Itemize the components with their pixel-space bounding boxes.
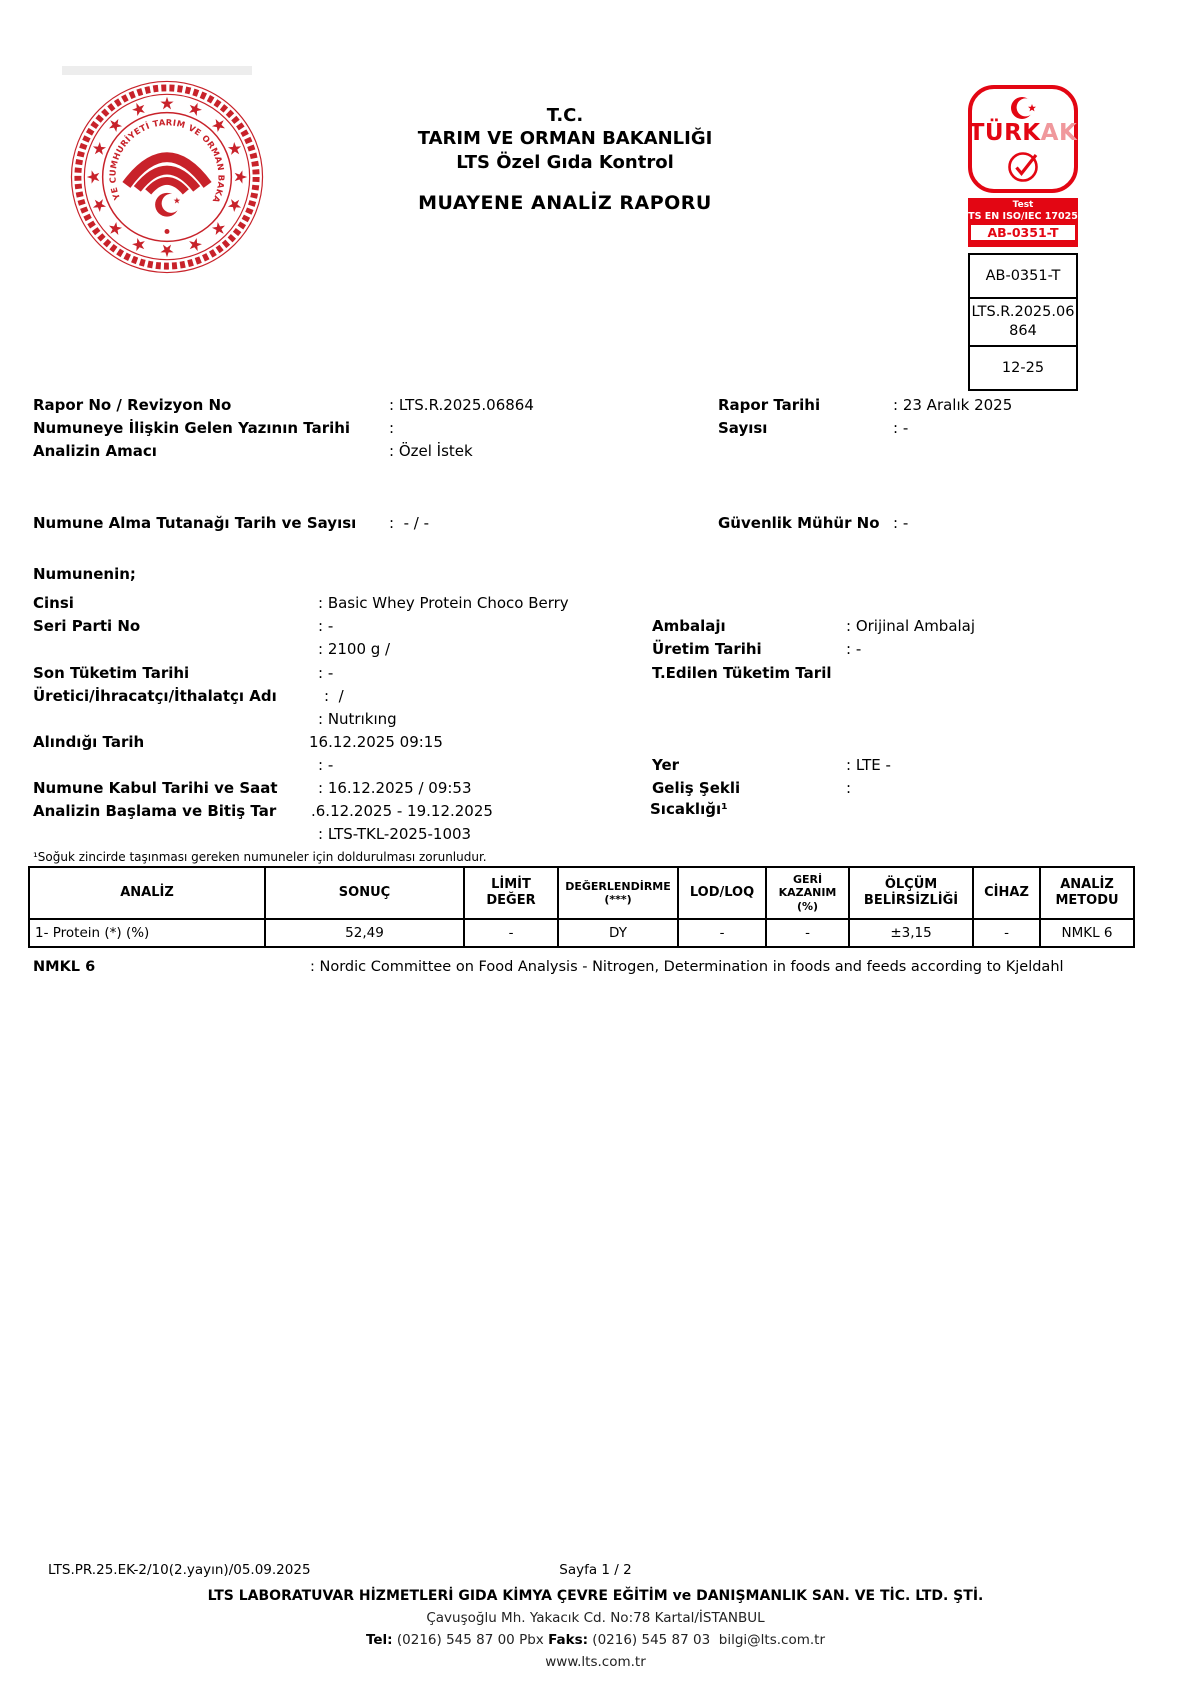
field-alindigi-label: Alındığı Tarih: [33, 733, 145, 751]
cell-analiz: 1- Protein (*) (%): [29, 919, 265, 947]
refbox-accreditation: AB-0351-T: [970, 255, 1076, 299]
field-bos-value: : -: [318, 756, 334, 774]
analysis-results-table: [28, 866, 1135, 948]
col-limit-deger: LİMİT DEĞER: [464, 867, 558, 919]
table-row: [29, 919, 1134, 947]
field-gelen-yazi-label: Numuneye İlişkin Gelen Yazının Tarihi: [33, 419, 351, 437]
field-ambalaj-label: Ambalajı: [652, 617, 726, 635]
col-degerlendirme: DEĞERLENDİRME (***): [558, 867, 678, 919]
col-lod-loq: LOD/LOQ: [678, 867, 766, 919]
cell-degerlendirme: DY: [558, 919, 678, 947]
report-title: MUAYENE ANALİZ RAPORU: [418, 192, 712, 215]
col-cihaz: CİHAZ: [973, 867, 1040, 919]
field-yer-label: Yer: [652, 756, 680, 774]
field-tedilen-label: T.Edilen Tüketim Taril: [652, 664, 832, 682]
field-son-tuketim-value: : -: [318, 664, 334, 682]
refbox-report-no: LTS.R.2025.06864: [970, 299, 1076, 347]
col-olcum-belirsizligi: ÖLÇÜM BELİRSİZLİĞİ: [849, 867, 973, 919]
header-tc: T.C.: [546, 105, 584, 126]
cell-sonuc: 52,49: [265, 919, 464, 947]
cell-limit: -: [464, 919, 558, 947]
col-analiz: ANALİZ: [29, 867, 265, 919]
field-kabul-value: : 16.12.2025 / 09:53: [318, 779, 472, 797]
footer-faks-value: (0216) 545 87 03 bilgi@lts.com.tr: [588, 1632, 826, 1648]
cell-cihaz: -: [973, 919, 1040, 947]
field-rapor-tarihi-value: : 23 Aralık 2025: [893, 396, 1013, 414]
field-tutanak-value: : - / -: [389, 514, 430, 532]
field-baslama-bitis-value: .6.12.2025 - 19.12.2025: [311, 802, 493, 820]
cell-belirsizlik: ±3,15: [849, 919, 973, 947]
field-tutanak-label: Numune Alma Tutanağı Tarih ve Sayısı: [33, 514, 357, 532]
field-sicaklik-label: Sıcaklığı¹: [650, 800, 728, 818]
field-miktar-value: : 2100 g /: [318, 640, 391, 658]
footer-company-name: LTS LABORATUVAR HİZMETLERİ GIDA KİMYA ÇEVRE EĞİTİM ve DANIŞMANLIK SAN. VE TİC. LTD. ŞTİ.: [207, 1588, 984, 1604]
turkak-logo: [968, 85, 1078, 193]
footer-doc-code: LTS.PR.25.EK-2/10(2.yayın)/05.09.2025: [48, 1562, 311, 1578]
cell-metot: NMKL 6: [1040, 919, 1134, 947]
field-yer-value: : LTE -: [846, 756, 891, 774]
field-muhur-label: Güvenlik Mühür No: [718, 514, 880, 532]
turkak-wordmark: [969, 122, 1078, 145]
accreditation-test-label: Test: [1012, 200, 1034, 210]
method-note-label: NMKL 6: [33, 959, 96, 975]
field-amac-label: Analizin Amacı: [33, 442, 157, 460]
footer-page-number: Sayfa 1 / 2: [559, 1562, 632, 1578]
field-son-tuketim-label: Son Tüketim Tarihi: [33, 664, 190, 682]
field-seri-parti-label: Seri Parti No: [33, 617, 141, 635]
turkak-check-icon: [1003, 147, 1043, 183]
field-gelis-sekli-label: Geliş Şekli: [652, 779, 741, 797]
cold-chain-footnote: ¹Soğuk zincirde taşınması gereken numuneler için doldurulması zorunludur.: [33, 850, 487, 864]
header-ministry: TARIM VE ORMAN BAKANLIĞI: [417, 128, 713, 150]
footer-tel-value: (0216) 545 87 00 Pbx: [392, 1632, 549, 1648]
cell-geri-kazanim: -: [766, 919, 849, 947]
footer-tel-label: Tel:: [365, 1632, 393, 1648]
footer-website: www.lts.com.tr: [545, 1654, 646, 1670]
field-tkl-value: : LTS-TKL-2025-1003: [318, 825, 472, 843]
field-uretici-label: Üretici/İhracatçı/İthalatçı Adı: [33, 687, 277, 705]
field-marka-value: : Nutrıkıng: [318, 710, 397, 728]
field-uretici-value: : /: [324, 687, 344, 705]
footer-contact-line: [0, 1632, 1191, 1649]
ministry-emblem: [68, 78, 266, 276]
footer-faks-label: Faks:: [548, 1632, 589, 1648]
reference-box: [968, 253, 1078, 391]
header-department: LTS Özel Gıda Kontrol: [456, 151, 674, 173]
turkak-word-ak: AK: [1040, 120, 1078, 146]
table-header-row: [29, 867, 1134, 919]
field-alindigi-value: 16.12.2025 09:15: [309, 733, 443, 751]
turkak-word-turk: TÜRK: [968, 120, 1041, 146]
field-rapor-tarihi-label: Rapor Tarihi: [718, 396, 821, 414]
col-geri-kazanim: GERİ KAZANIM (%): [766, 867, 849, 919]
field-baslama-bitis-label: Analizin Başlama ve Bitiş Tar: [33, 802, 277, 820]
sample-section-title: Numunenin;: [33, 565, 136, 583]
field-muhur-value: : -: [893, 514, 909, 532]
accreditation-strip: [968, 198, 1078, 247]
field-amac-value: : Özel İstek: [389, 442, 473, 460]
col-sonuc: SONUÇ: [265, 867, 464, 919]
document-header: [300, 104, 830, 216]
field-uretim-tarihi-label: Üretim Tarihi: [652, 640, 762, 658]
turkak-crescent-star-icon: [1008, 95, 1038, 121]
field-uretim-tarihi-value: : -: [846, 640, 862, 658]
col-analiz-metodu: ANALİZ METODU: [1040, 867, 1134, 919]
image-placeholder-bar: [62, 66, 252, 75]
method-note-value: : Nordic Committee on Food Analysis - Nitrogen, Determination in foods and feeds according to Kjeldahl: [310, 959, 1064, 975]
refbox-date-code: 12-25: [1001, 359, 1045, 376]
field-gelis-sekli-value: :: [846, 779, 852, 797]
accreditation-number: AB-0351-T: [971, 225, 1075, 240]
field-kabul-label: Numune Kabul Tarihi ve Saat: [33, 779, 278, 797]
emblem-center-motif: [126, 157, 207, 216]
accreditation-standard: TS EN ISO/IEC 17025: [968, 211, 1078, 222]
field-rapor-no-value: : LTS.R.2025.06864: [389, 396, 534, 414]
footer-address: Çavuşoğlu Mh. Yakacık Cd. No:78 Kartal/İSTANBUL: [426, 1610, 765, 1626]
field-sayisi-label: Sayısı: [718, 419, 768, 437]
field-cinsi-value: : Basic Whey Protein Choco Berry: [318, 594, 569, 612]
field-ambalaj-value: : Orijinal Ambalaj: [846, 617, 976, 635]
emblem-circular-text: TÜRKİYE CUMHURİYETİ TARIM VE ORMAN BAKANLIĞI: [107, 117, 227, 205]
field-seri-parti-value: : -: [318, 617, 334, 635]
field-gelen-yazi-value: :: [389, 419, 395, 437]
field-cinsi-label: Cinsi: [33, 594, 74, 612]
field-sayisi-value: : -: [893, 419, 909, 437]
cell-lod-loq: -: [678, 919, 766, 947]
field-rapor-no-label: Rapor No / Revizyon No: [33, 396, 232, 414]
